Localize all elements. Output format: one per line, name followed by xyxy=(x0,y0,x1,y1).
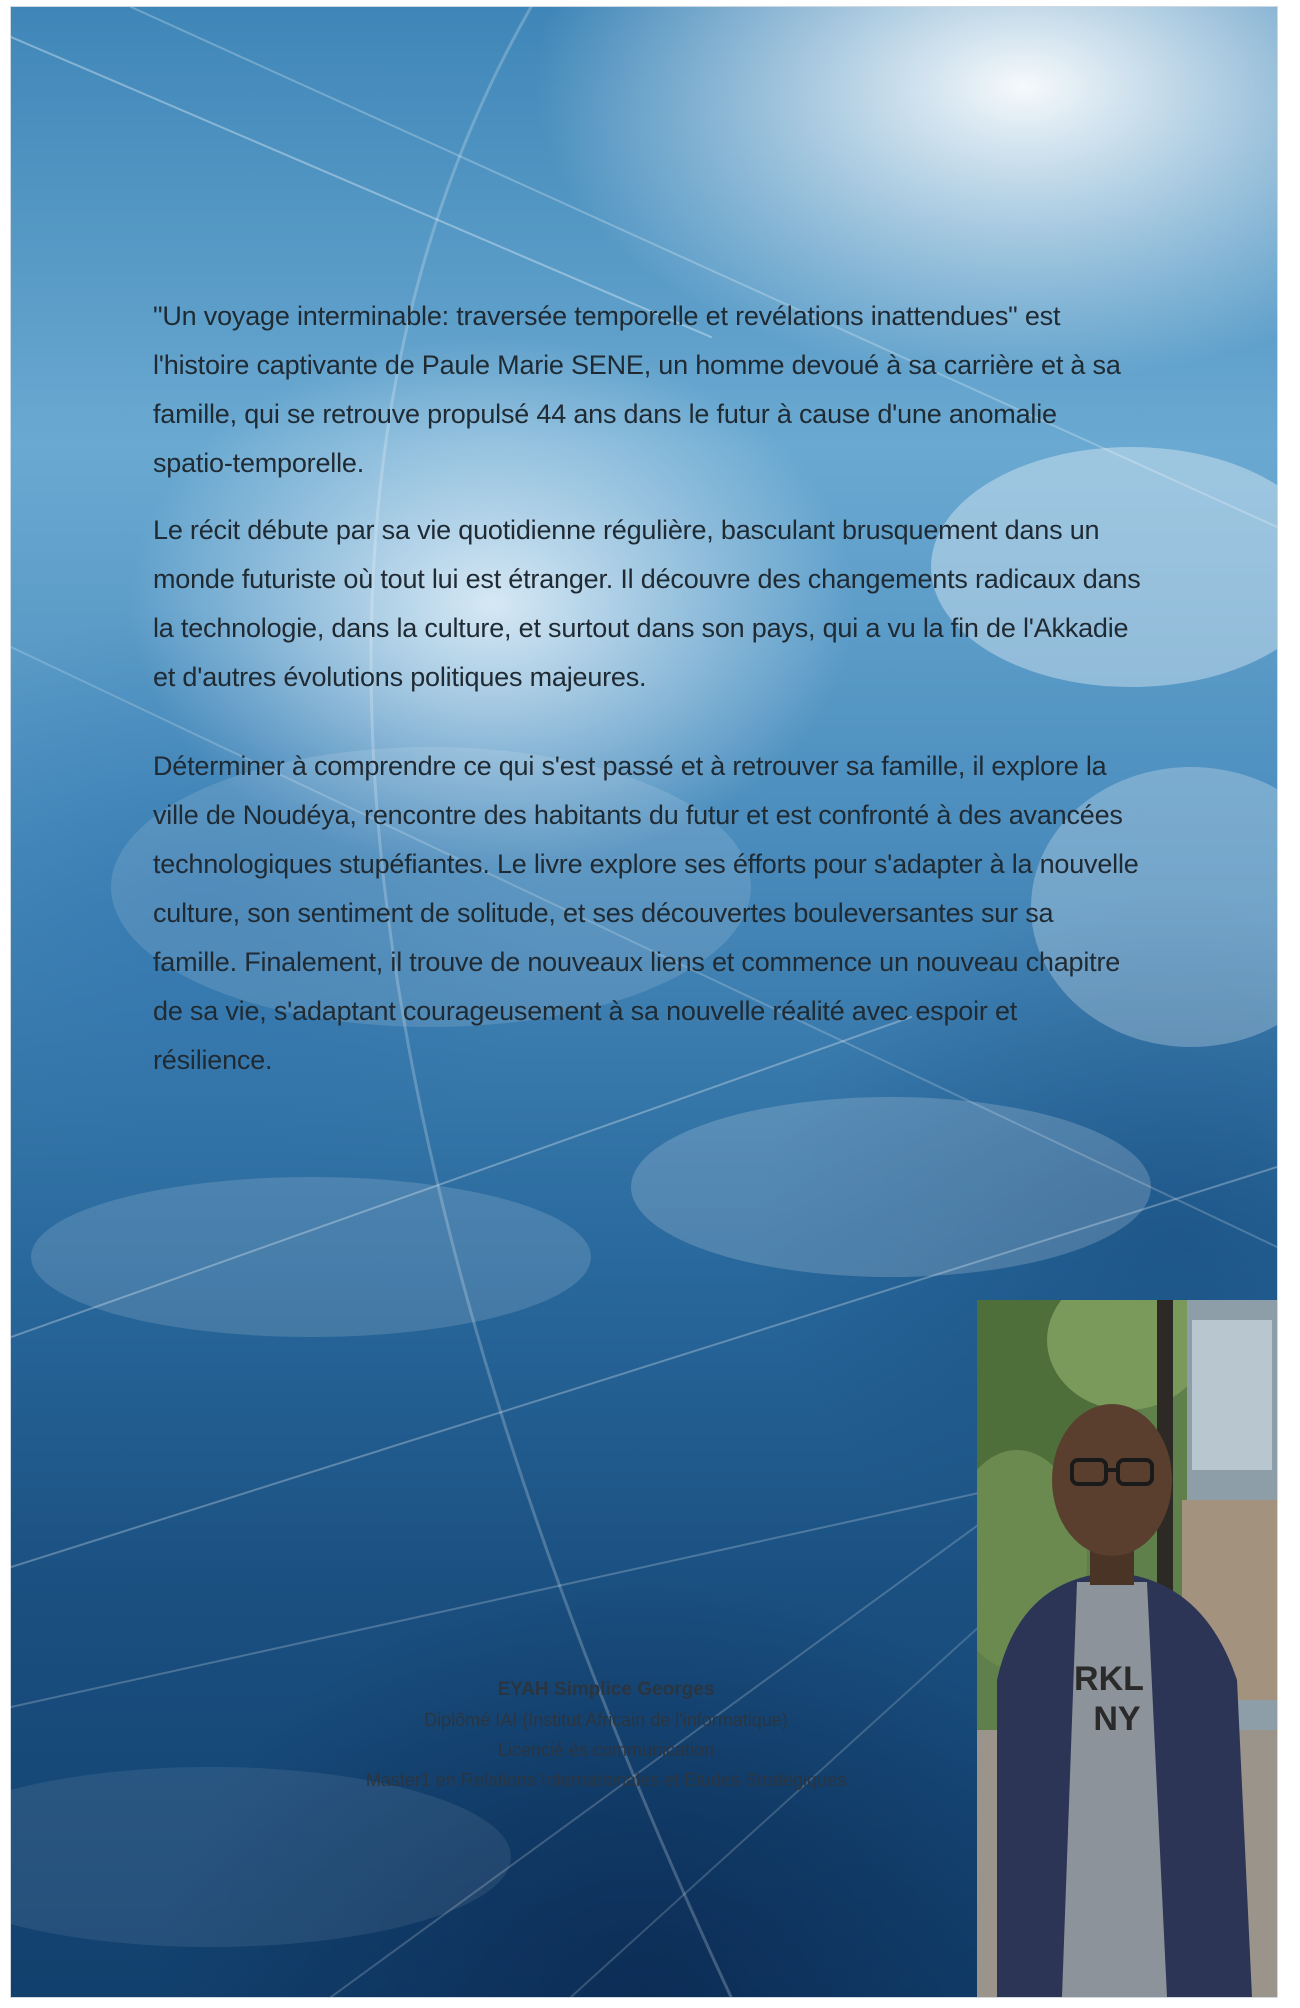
author-credential-1: Diplômé IAI (Institut Africain de l'informatique) xyxy=(424,1710,788,1730)
shirt-print-top: RKL xyxy=(1074,1660,1144,1698)
author-credential-3: Master1 en Relations Internationales et Etudes Stratégiques xyxy=(365,1770,847,1790)
author-credential-2: Licencié ès communication xyxy=(497,1740,715,1760)
back-cover xyxy=(10,6,1278,1998)
author-bio xyxy=(261,1675,951,1795)
cloud xyxy=(31,1177,591,1337)
shirt-print-bottom: NY xyxy=(1093,1700,1141,1738)
blurb-paragraph-1: "Un voyage interminable: traversée temporelle et revélations inattendues" est l'histoire captivante de Paule Marie SENE, un homme devoué à sa carrière et à sa famille, qui se retrouve propulsé 44 ans dans le futur à cause d'une anomalie spatio-temporelle. xyxy=(153,301,1121,478)
back-cover-blurb xyxy=(153,292,1143,1103)
author-name: EYAH Simplice Georges xyxy=(497,1679,715,1700)
blurb-paragraph-2: Le récit débute par sa vie quotidienne régulière, basculant brusquement dans un monde futuriste où tout lui est étranger. Il découvre des changements radicaux dans la technologie, dans la culture, et surtout dans son pays, qui a vu la fin de l'Akkadie et d'autres évolutions politiques majeures. xyxy=(153,515,1141,692)
author-portrait xyxy=(977,1300,1277,1997)
cloud xyxy=(631,1097,1151,1277)
blurb-paragraph-3: Déterminer à comprendre ce qui s'est passé et à retrouver sa famille, il explore la ville de Noudéya, rencontre des habitants du futur et est confronté à des avancées technologiques stupéfiantes. Le livre explore ses éfforts pour s'adapter à la nouvelle culture, son sentiment de solitude, et ses découvertes bouleversantes sur sa famille. Finalement, il trouve de nouveaux liens et commence un nouveau chapitre de sa vie, s'adaptant courageusement à sa nouvelle réalité avec espoir et résilience. xyxy=(153,751,1139,1075)
author-photo xyxy=(977,1300,1277,1997)
